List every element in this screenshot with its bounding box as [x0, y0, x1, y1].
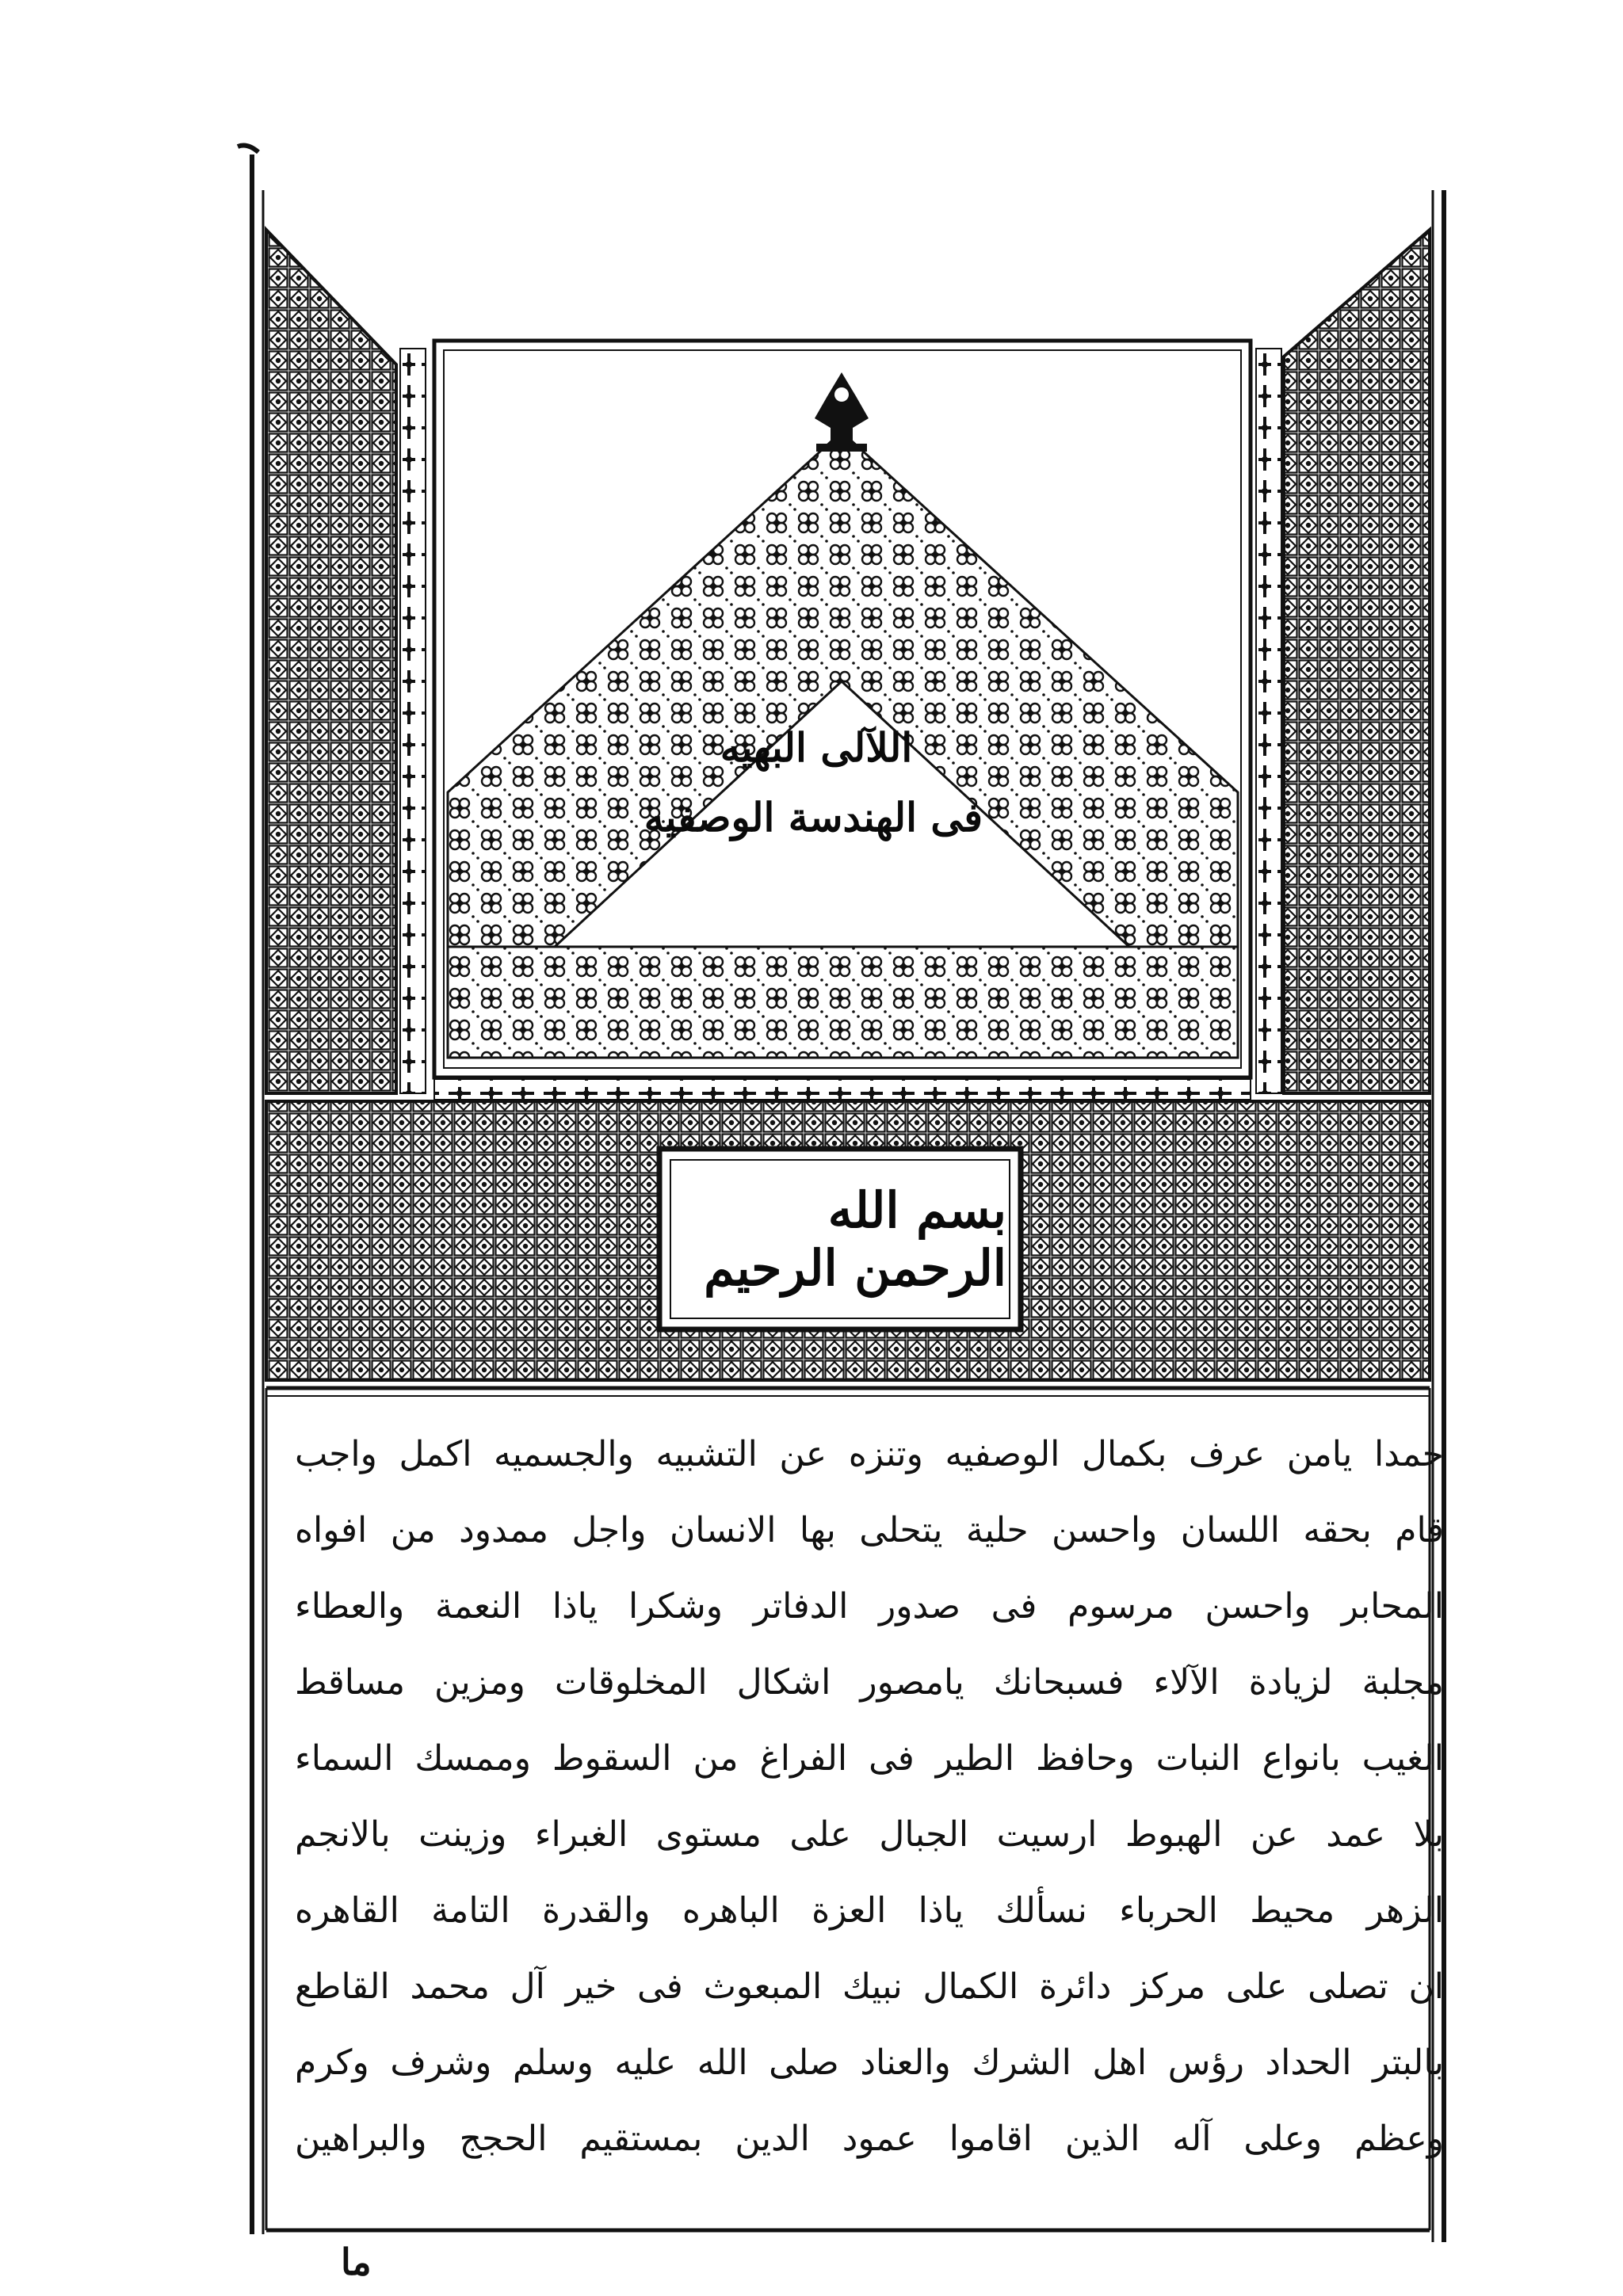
- body-text: [295, 1417, 1444, 2177]
- text-line: قام بحقه اللسان واحسن حلیة یتحلی بها الانسان واجل ممدود من افواه: [295, 1510, 1444, 1550]
- text-line: مجلبة لزیادة الآلاء فسبحانك یامصور اشکال المخلوقات ومزین مساقط: [295, 1662, 1444, 1703]
- book-title: [643, 713, 983, 871]
- text-line: ان تصلی علی مرکز دائرة الکمال نبیك المبعوث فی خیر آل محمد القاطع: [295, 1966, 1444, 2007]
- text-line: الزهر محیط الحرباء نسألك یاذا العزة الباهره والقدرة التامة القاهره: [295, 1890, 1444, 1931]
- text-line: بالبتر الحداد رؤس اهل الشرك والعناد صلی الله علیه وسلم وشرف وکرم: [295, 2042, 1444, 2083]
- title-line-2: فی الهندسة الوصفیه: [643, 794, 983, 841]
- text-line: الغیب بانواع النبات وحافظ الطیر فی الفراغ من السقوط وممسك السماء: [295, 1738, 1444, 1779]
- basmala-cartouche: بسم الله الرحمن الرحیم: [704, 1181, 1006, 1297]
- text-line: بلا عمد عن الهبوط ارسیت الجبال علی مستوی الغبراء وزینت بالانجم: [295, 1814, 1444, 1855]
- title-line-1: اللآلی البهیه: [720, 724, 913, 771]
- page-marker: ما: [341, 2241, 372, 2283]
- text-line: وعظم وعلی آله الذین اقاموا عمود الدین بمستقیم الحجج والبراهین: [295, 2119, 1444, 2159]
- text-line: المحابر واحسن مرسوم فی صدور الدفاتر وشکرا یاذا النعمة والعطاء: [295, 1586, 1444, 1627]
- text-line: حمدا یامن عرف بکمال الوصفیه وتنزه عن التشبیه والجسمیه اکمل واجب: [295, 1434, 1444, 1474]
